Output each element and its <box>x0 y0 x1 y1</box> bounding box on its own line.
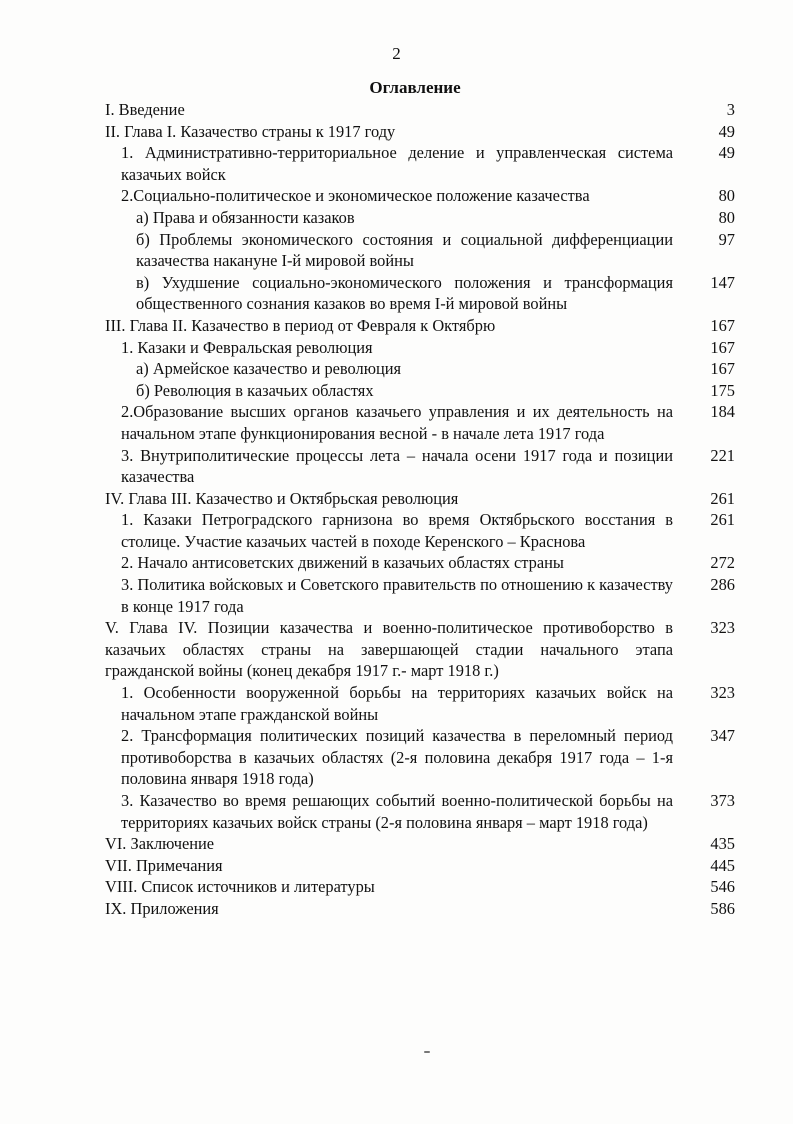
toc-entry-text: 3. Казачество во время решающих событий военно-политической борьбы на территориях казачьих войск страны (2-я половина января – март 1918 года) <box>121 791 673 832</box>
toc-title: Оглавление <box>369 78 461 97</box>
toc-entry <box>105 229 735 272</box>
toc-entry-page: 261 <box>710 488 735 508</box>
toc-entry <box>105 121 735 143</box>
toc-entry <box>105 574 735 617</box>
toc-entry <box>105 855 735 877</box>
toc-entry-page: 286 <box>710 575 735 595</box>
toc-entry-page: 80 <box>718 207 735 227</box>
toc-entry-page: 175 <box>710 380 735 400</box>
toc-entry-page: 272 <box>710 553 735 573</box>
toc-entry-page: 546 <box>710 877 735 897</box>
toc-entry-text: III. Глава II. Казачество в период от Февраля к Октябрю <box>105 315 496 335</box>
toc-entry-page: 261 <box>710 510 735 530</box>
toc-entry-text: IX. Приложения <box>105 898 219 918</box>
toc-entry-text: 2. Трансформация политических позиций казачества в переломный период противоборства в казачьих областях (2-я половина декабря 1917 года – 1-я половина января 1918 года) <box>121 726 673 789</box>
toc-entry-page: 347 <box>710 726 735 746</box>
toc-entry <box>105 358 735 380</box>
toc-entry-text: 3. Внутриполитические процессы лета – начала осени 1917 года и позиции казачества <box>121 445 673 487</box>
toc-entry-text: VIII. Список источников и литературы <box>105 877 375 897</box>
toc-entry-text: 1. Казаки Петроградского гарнизона во время Октябрьского восстания в столице. Участие казачьих частей в походе Керенского – Краснова <box>121 510 673 551</box>
toc-entry-text: а) Армейское казачество и революция <box>136 359 402 379</box>
toc-entry-text: IV. Глава III. Казачество и Октябрьская революция <box>105 488 459 508</box>
toc-entry <box>105 682 735 725</box>
scan-speck <box>424 1051 430 1053</box>
toc-entry <box>105 207 735 229</box>
toc-entry-page: 49 <box>718 121 735 141</box>
toc-entry <box>105 488 735 510</box>
toc-entry-text: б) Проблемы экономического состояния и социальной дифференциации казачества накануне I-й мировой войны <box>136 229 673 271</box>
toc-entry-text: VI. Заключение <box>105 834 215 854</box>
toc-entry <box>105 337 735 359</box>
toc-entry-page: 435 <box>710 834 735 854</box>
toc-entry-page: 373 <box>710 791 735 810</box>
toc-entry-text: б) Революция в казачьих областях <box>136 380 374 400</box>
toc-entry-page: 167 <box>710 337 735 357</box>
table-of-contents <box>105 99 735 920</box>
toc-entry-page: 323 <box>710 683 735 703</box>
toc-entry <box>105 725 735 790</box>
toc-entry-page: 167 <box>710 359 735 379</box>
toc-entry <box>105 315 735 337</box>
toc-entry-text: в) Ухудшение социально-экономического положения и трансформация общественного сознания казаков во время I-й мировой войны <box>136 272 673 314</box>
toc-entry-page: 445 <box>710 855 735 875</box>
toc-entry-text: 2.Социально-политическое и экономическое положение казачества <box>121 186 590 206</box>
toc-entry <box>105 272 735 315</box>
toc-entry <box>105 509 735 552</box>
toc-entry-page: 323 <box>710 618 735 638</box>
toc-entry <box>105 185 735 207</box>
toc-entry-page: 80 <box>718 186 735 206</box>
toc-entry-text: а) Права и обязанности казаков <box>136 207 355 227</box>
toc-entry-text: 1. Особенности вооруженной борьбы на территориях казачьих войск на начальном этапе гражданской войны <box>121 683 673 724</box>
toc-entry-text: V. Глава IV. Позиции казачества и военно-политическое противоборство в казачьих областях страны на завершающей стадии начального этапа гражданской войны (конец декабря 1917 г.- март 1918 г.) <box>105 618 673 681</box>
toc-entry-text: 2. Начало антисоветских движений в казачьих областях страны <box>121 553 564 573</box>
toc-entry-text: I. Введение <box>105 100 185 119</box>
toc-entry-text: II. Глава I. Казачество страны к 1917 году <box>105 121 396 141</box>
toc-entry-text: VII. Примечания <box>105 855 223 875</box>
toc-entry-page: 221 <box>710 445 735 465</box>
toc-entry-page: 147 <box>710 272 735 292</box>
toc-entry <box>105 552 735 574</box>
toc-entry <box>105 833 735 855</box>
toc-entry <box>105 401 735 444</box>
toc-entry-text: 1. Административно-территориальное деление и управленческая система казачьих войск <box>121 143 673 184</box>
toc-entry <box>105 617 735 682</box>
toc-entry-page: 184 <box>710 402 735 422</box>
toc-entry-page: 167 <box>710 315 735 335</box>
toc-entry <box>105 380 735 402</box>
toc-entry-page: 586 <box>710 898 735 918</box>
toc-entry-text: 2.Образование высших органов казачьего управления и их деятельность на начальном этапе функционирования весной - в начале лета 1917 года <box>121 402 673 443</box>
toc-entry <box>105 445 735 488</box>
toc-entry-page: 97 <box>718 229 735 249</box>
toc-entry <box>105 142 735 185</box>
toc-entry <box>105 876 735 898</box>
toc-entry-text: 1. Казаки и Февральская революция <box>121 337 373 357</box>
toc-entry-page: 3 <box>726 100 735 119</box>
toc-entry-page: 49 <box>718 143 735 163</box>
toc-entry <box>105 99 735 121</box>
toc-entry <box>105 898 735 920</box>
toc-entry-text: 3. Политика войсковых и Советского правительств по отношению к казачеству в конце 1917 года <box>121 575 673 616</box>
toc-entry <box>105 790 735 833</box>
page-number: 2 <box>392 44 401 63</box>
